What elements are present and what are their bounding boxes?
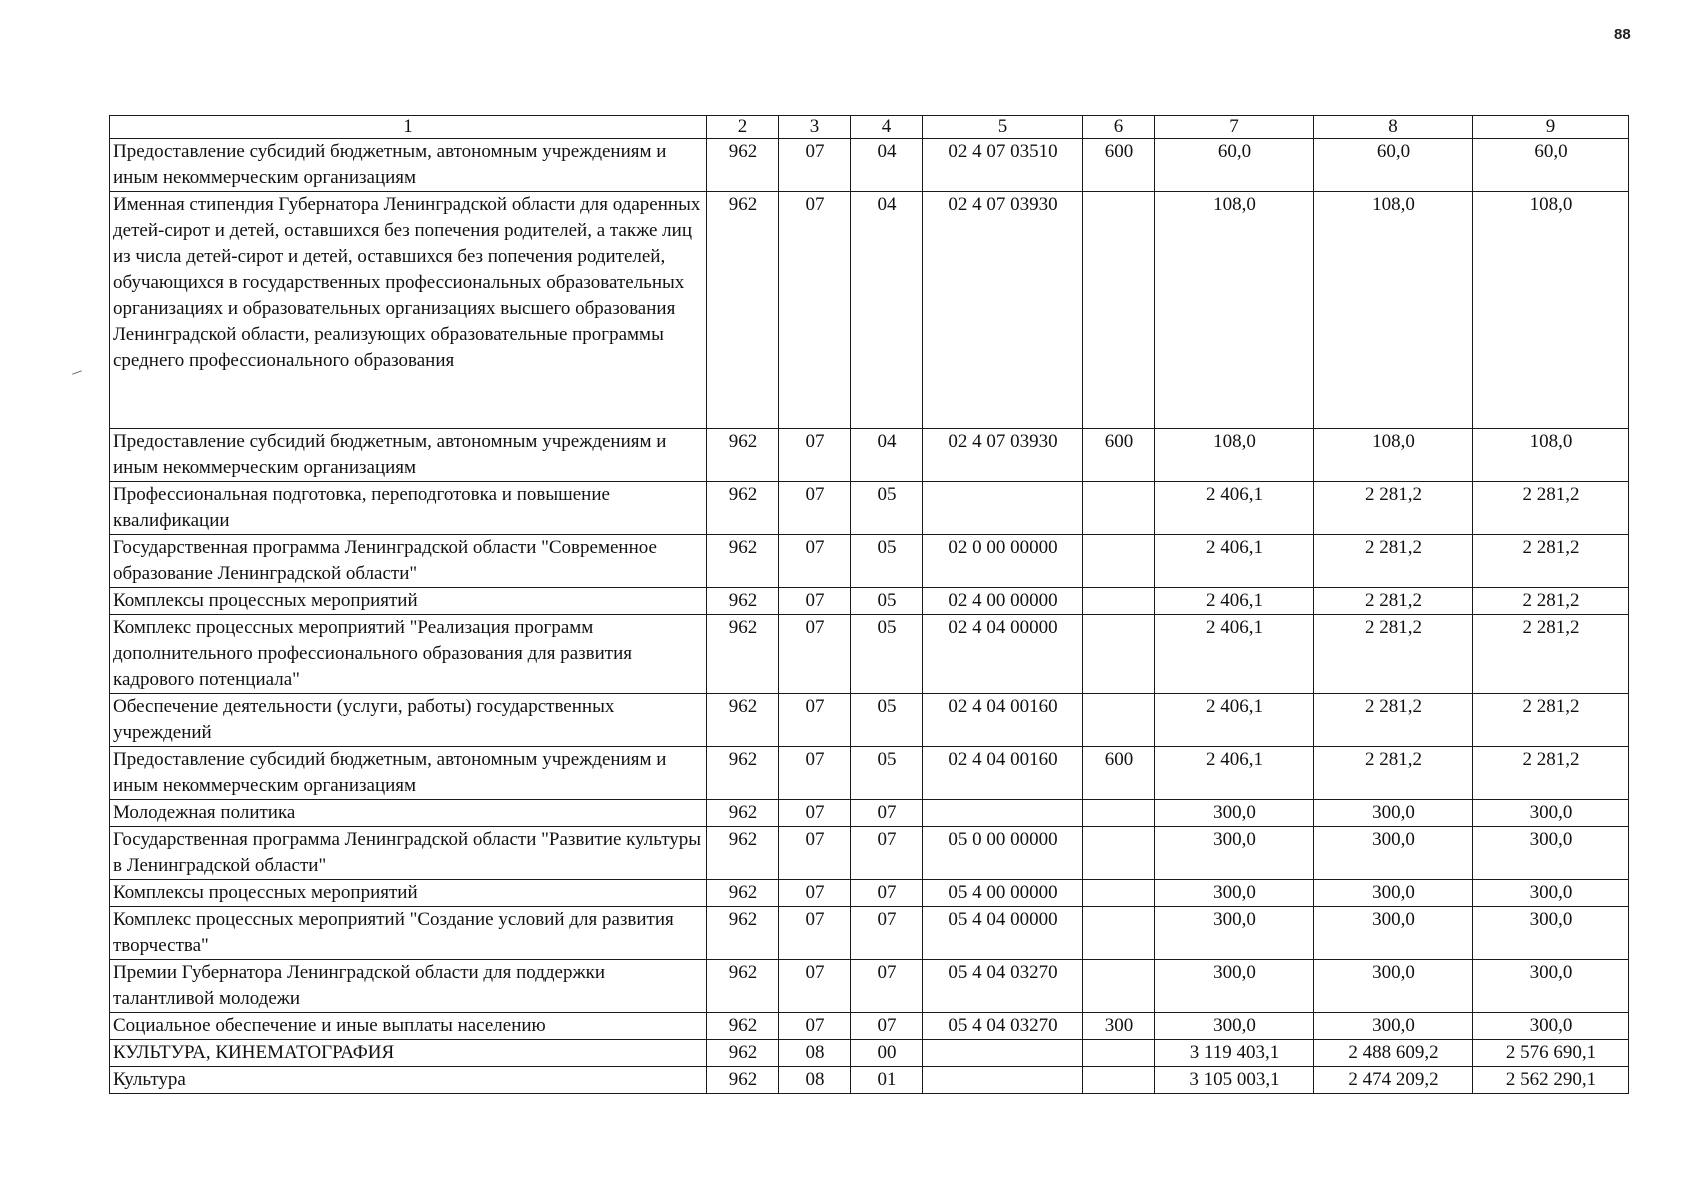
row-target-article-cell: 02 4 07 03930 bbox=[923, 429, 1083, 482]
row-ministry-code-cell: 962 bbox=[707, 800, 779, 827]
row-subsection-cell: 07 bbox=[851, 960, 923, 1013]
row-subsection-cell: 00 bbox=[851, 1040, 923, 1067]
row-amount-col9-cell: 2 281,2 bbox=[1473, 694, 1629, 747]
row-target-article-cell: 02 0 00 00000 bbox=[923, 535, 1083, 588]
row-subsection-cell: 05 bbox=[851, 694, 923, 747]
row-target-article-cell: 05 0 00 00000 bbox=[923, 827, 1083, 880]
row-target-article-cell: 02 4 04 00160 bbox=[923, 747, 1083, 800]
row-amount-col7-cell: 300,0 bbox=[1155, 827, 1314, 880]
row-section-cell: 08 bbox=[779, 1040, 851, 1067]
table-row bbox=[110, 800, 1629, 827]
header-cell: 4 bbox=[851, 116, 923, 139]
header-row bbox=[110, 116, 1629, 139]
row-name-cell: КУЛЬТУРА, КИНЕМАТОГРАФИЯ bbox=[110, 1040, 707, 1067]
row-expense-type-cell bbox=[1083, 482, 1155, 535]
row-name-cell: Культура bbox=[110, 1067, 707, 1094]
row-amount-col8-cell: 2 281,2 bbox=[1314, 747, 1473, 800]
table-row bbox=[110, 139, 1629, 192]
row-expense-type-cell bbox=[1083, 827, 1155, 880]
row-name-cell: Государственная программа Ленинградской области "Современное образование Ленинградской области" bbox=[110, 535, 707, 588]
row-amount-col7-cell: 2 406,1 bbox=[1155, 588, 1314, 615]
row-amount-col8-cell: 2 281,2 bbox=[1314, 588, 1473, 615]
row-amount-col8-cell: 300,0 bbox=[1314, 827, 1473, 880]
header-cell: 1 bbox=[110, 116, 707, 139]
row-ministry-code-cell: 962 bbox=[707, 192, 779, 429]
row-subsection-cell: 04 bbox=[851, 139, 923, 192]
row-expense-type-cell: 300 bbox=[1083, 1013, 1155, 1040]
row-name-cell: Социальное обеспечение и иные выплаты населению bbox=[110, 1013, 707, 1040]
row-amount-col7-cell: 3 119 403,1 bbox=[1155, 1040, 1314, 1067]
row-amount-col9-cell: 108,0 bbox=[1473, 192, 1629, 429]
row-amount-col8-cell: 2 281,2 bbox=[1314, 694, 1473, 747]
row-ministry-code-cell: 962 bbox=[707, 907, 779, 960]
row-section-cell: 07 bbox=[779, 694, 851, 747]
row-ministry-code-cell: 962 bbox=[707, 1067, 779, 1094]
row-subsection-cell: 07 bbox=[851, 800, 923, 827]
row-expense-type-cell: 600 bbox=[1083, 139, 1155, 192]
row-subsection-cell: 04 bbox=[851, 429, 923, 482]
row-name-cell: Комплексы процессных мероприятий bbox=[110, 880, 707, 907]
row-amount-col8-cell: 108,0 bbox=[1314, 429, 1473, 482]
row-target-article-cell bbox=[923, 800, 1083, 827]
table-row bbox=[110, 960, 1629, 1013]
table-row bbox=[110, 694, 1629, 747]
row-target-article-cell bbox=[923, 1067, 1083, 1094]
row-amount-col9-cell: 300,0 bbox=[1473, 960, 1629, 1013]
header-cell: 5 bbox=[923, 116, 1083, 139]
row-amount-col7-cell: 2 406,1 bbox=[1155, 694, 1314, 747]
row-ministry-code-cell: 962 bbox=[707, 615, 779, 694]
row-target-article-cell: 05 4 04 03270 bbox=[923, 960, 1083, 1013]
row-expense-type-cell bbox=[1083, 588, 1155, 615]
row-expense-type-cell bbox=[1083, 960, 1155, 1013]
row-name-cell: Государственная программа Ленинградской области "Развитие культуры в Ленинградской области" bbox=[110, 827, 707, 880]
row-ministry-code-cell: 962 bbox=[707, 139, 779, 192]
row-amount-col8-cell: 2 474 209,2 bbox=[1314, 1067, 1473, 1094]
row-amount-col9-cell: 300,0 bbox=[1473, 800, 1629, 827]
table-row bbox=[110, 482, 1629, 535]
row-section-cell: 07 bbox=[779, 482, 851, 535]
row-ministry-code-cell: 962 bbox=[707, 1040, 779, 1067]
table-row bbox=[110, 907, 1629, 960]
header-cell: 6 bbox=[1083, 116, 1155, 139]
header-cell: 2 bbox=[707, 116, 779, 139]
row-expense-type-cell bbox=[1083, 535, 1155, 588]
row-amount-col8-cell: 2 281,2 bbox=[1314, 482, 1473, 535]
page-number: 88 bbox=[1614, 26, 1631, 43]
row-target-article-cell: 02 4 04 00160 bbox=[923, 694, 1083, 747]
row-section-cell: 07 bbox=[779, 429, 851, 482]
row-amount-col7-cell: 108,0 bbox=[1155, 192, 1314, 429]
row-amount-col8-cell: 300,0 bbox=[1314, 960, 1473, 1013]
row-expense-type-cell bbox=[1083, 907, 1155, 960]
row-ministry-code-cell: 962 bbox=[707, 429, 779, 482]
row-amount-col7-cell: 3 105 003,1 bbox=[1155, 1067, 1314, 1094]
header-cell: 3 bbox=[779, 116, 851, 139]
row-amount-col7-cell: 2 406,1 bbox=[1155, 535, 1314, 588]
row-amount-col7-cell: 2 406,1 bbox=[1155, 482, 1314, 535]
row-target-article-cell: 05 4 04 00000 bbox=[923, 907, 1083, 960]
row-section-cell: 07 bbox=[779, 800, 851, 827]
row-name-cell: Обеспечение деятельности (услуги, работы) государственных учреждений bbox=[110, 694, 707, 747]
row-subsection-cell: 07 bbox=[851, 907, 923, 960]
row-subsection-cell: 05 bbox=[851, 482, 923, 535]
row-name-cell: Предоставление субсидий бюджетным, автономным учреждениям и иным некоммерческим организациям bbox=[110, 139, 707, 192]
row-expense-type-cell bbox=[1083, 615, 1155, 694]
row-amount-col7-cell: 300,0 bbox=[1155, 907, 1314, 960]
table-row bbox=[110, 747, 1629, 800]
row-subsection-cell: 07 bbox=[851, 880, 923, 907]
row-section-cell: 07 bbox=[779, 535, 851, 588]
row-amount-col7-cell: 300,0 bbox=[1155, 880, 1314, 907]
row-ministry-code-cell: 962 bbox=[707, 960, 779, 1013]
table-row bbox=[110, 880, 1629, 907]
table-row bbox=[110, 1067, 1629, 1094]
table-body bbox=[110, 116, 1629, 1094]
row-amount-col8-cell: 2 488 609,2 bbox=[1314, 1040, 1473, 1067]
row-section-cell: 07 bbox=[779, 827, 851, 880]
table-row bbox=[110, 827, 1629, 880]
row-amount-col9-cell: 60,0 bbox=[1473, 139, 1629, 192]
row-target-article-cell: 02 4 07 03510 bbox=[923, 139, 1083, 192]
row-target-article-cell: 02 4 00 00000 bbox=[923, 588, 1083, 615]
row-subsection-cell: 05 bbox=[851, 588, 923, 615]
row-amount-col8-cell: 2 281,2 bbox=[1314, 535, 1473, 588]
row-section-cell: 07 bbox=[779, 1013, 851, 1040]
row-ministry-code-cell: 962 bbox=[707, 588, 779, 615]
row-amount-col8-cell: 300,0 bbox=[1314, 880, 1473, 907]
row-ministry-code-cell: 962 bbox=[707, 827, 779, 880]
row-name-cell: Молодежная политика bbox=[110, 800, 707, 827]
row-expense-type-cell bbox=[1083, 800, 1155, 827]
row-target-article-cell: 05 4 04 03270 bbox=[923, 1013, 1083, 1040]
row-subsection-cell: 07 bbox=[851, 827, 923, 880]
row-ministry-code-cell: 962 bbox=[707, 1013, 779, 1040]
row-subsection-cell: 05 bbox=[851, 615, 923, 694]
row-name-cell: Премии Губернатора Ленинградской области для поддержки талантливой молодежи bbox=[110, 960, 707, 1013]
row-ministry-code-cell: 962 bbox=[707, 880, 779, 907]
row-name-cell: Профессиональная подготовка, переподготовка и повышение квалификации bbox=[110, 482, 707, 535]
row-amount-col9-cell: 2 281,2 bbox=[1473, 535, 1629, 588]
row-section-cell: 07 bbox=[779, 960, 851, 1013]
header-cell: 9 bbox=[1473, 116, 1629, 139]
row-amount-col9-cell: 2 281,2 bbox=[1473, 588, 1629, 615]
row-expense-type-cell bbox=[1083, 694, 1155, 747]
row-section-cell: 07 bbox=[779, 139, 851, 192]
row-amount-col9-cell: 108,0 bbox=[1473, 429, 1629, 482]
row-target-article-cell bbox=[923, 1040, 1083, 1067]
row-amount-col7-cell: 2 406,1 bbox=[1155, 615, 1314, 694]
row-amount-col7-cell: 300,0 bbox=[1155, 800, 1314, 827]
row-amount-col9-cell: 300,0 bbox=[1473, 907, 1629, 960]
row-amount-col7-cell: 108,0 bbox=[1155, 429, 1314, 482]
table-row bbox=[110, 429, 1629, 482]
row-subsection-cell: 05 bbox=[851, 747, 923, 800]
row-amount-col9-cell: 2 281,2 bbox=[1473, 615, 1629, 694]
table-row bbox=[110, 1013, 1629, 1040]
table-row bbox=[110, 615, 1629, 694]
row-section-cell: 07 bbox=[779, 192, 851, 429]
row-amount-col9-cell: 2 281,2 bbox=[1473, 747, 1629, 800]
table-row bbox=[110, 192, 1629, 429]
table-row bbox=[110, 1040, 1629, 1067]
row-ministry-code-cell: 962 bbox=[707, 535, 779, 588]
row-section-cell: 07 bbox=[779, 907, 851, 960]
header-cell: 8 bbox=[1314, 116, 1473, 139]
table-row bbox=[110, 588, 1629, 615]
row-amount-col8-cell: 300,0 bbox=[1314, 1013, 1473, 1040]
row-ministry-code-cell: 962 bbox=[707, 694, 779, 747]
row-name-cell: Комплекс процессных мероприятий "Создание условий для развития творчества" bbox=[110, 907, 707, 960]
header-cell: 7 bbox=[1155, 116, 1314, 139]
row-ministry-code-cell: 962 bbox=[707, 482, 779, 535]
row-amount-col7-cell: 2 406,1 bbox=[1155, 747, 1314, 800]
row-amount-col8-cell: 2 281,2 bbox=[1314, 615, 1473, 694]
row-amount-col8-cell: 60,0 bbox=[1314, 139, 1473, 192]
row-amount-col8-cell: 108,0 bbox=[1314, 192, 1473, 429]
row-expense-type-cell: 600 bbox=[1083, 747, 1155, 800]
table-row bbox=[110, 535, 1629, 588]
row-name-cell: Комплексы процессных мероприятий bbox=[110, 588, 707, 615]
row-amount-col9-cell: 300,0 bbox=[1473, 827, 1629, 880]
row-subsection-cell: 01 bbox=[851, 1067, 923, 1094]
row-amount-col9-cell: 2 562 290,1 bbox=[1473, 1067, 1629, 1094]
row-ministry-code-cell: 962 bbox=[707, 747, 779, 800]
row-section-cell: 07 bbox=[779, 615, 851, 694]
row-section-cell: 07 bbox=[779, 747, 851, 800]
row-amount-col8-cell: 300,0 bbox=[1314, 907, 1473, 960]
row-amount-col7-cell: 60,0 bbox=[1155, 139, 1314, 192]
row-amount-col7-cell: 300,0 bbox=[1155, 960, 1314, 1013]
row-name-cell: Предоставление субсидий бюджетным, автономным учреждениям и иным некоммерческим организациям bbox=[110, 747, 707, 800]
row-amount-col7-cell: 300,0 bbox=[1155, 1013, 1314, 1040]
row-subsection-cell: 07 bbox=[851, 1013, 923, 1040]
row-name-cell: Предоставление субсидий бюджетным, автономным учреждениям и иным некоммерческим организациям bbox=[110, 429, 707, 482]
row-amount-col9-cell: 300,0 bbox=[1473, 880, 1629, 907]
row-expense-type-cell bbox=[1083, 1040, 1155, 1067]
row-subsection-cell: 04 bbox=[851, 192, 923, 429]
row-expense-type-cell bbox=[1083, 1067, 1155, 1094]
row-section-cell: 08 bbox=[779, 1067, 851, 1094]
row-expense-type-cell: 600 bbox=[1083, 429, 1155, 482]
row-expense-type-cell bbox=[1083, 192, 1155, 429]
row-target-article-cell: 05 4 00 00000 bbox=[923, 880, 1083, 907]
row-section-cell: 07 bbox=[779, 588, 851, 615]
row-subsection-cell: 05 bbox=[851, 535, 923, 588]
row-name-cell: Именная стипендия Губернатора Ленинградской области для одаренных детей-сирот и детей, оставшихся без попечения родителей, а также лиц из числа детей-сирот и детей, оставшихся без попечения родителей, обучающихся в государственных профессиональных образовательных организациях и образовательных организациях высшего образования Ленинградской области, реализующих образовательные программы среднего профессионального образования bbox=[110, 192, 707, 429]
row-amount-col9-cell: 2 281,2 bbox=[1473, 482, 1629, 535]
row-target-article-cell: 02 4 07 03930 bbox=[923, 192, 1083, 429]
row-amount-col9-cell: 2 576 690,1 bbox=[1473, 1040, 1629, 1067]
row-expense-type-cell bbox=[1083, 880, 1155, 907]
row-target-article-cell: 02 4 04 00000 bbox=[923, 615, 1083, 694]
row-target-article-cell bbox=[923, 482, 1083, 535]
row-amount-col9-cell: 300,0 bbox=[1473, 1013, 1629, 1040]
scan-mark bbox=[72, 370, 82, 374]
row-name-cell: Комплекс процессных мероприятий "Реализация программ дополнительного профессионального образования для развития кадрового потенциала" bbox=[110, 615, 707, 694]
row-amount-col8-cell: 300,0 bbox=[1314, 800, 1473, 827]
row-section-cell: 07 bbox=[779, 880, 851, 907]
budget-table bbox=[109, 115, 1629, 1094]
